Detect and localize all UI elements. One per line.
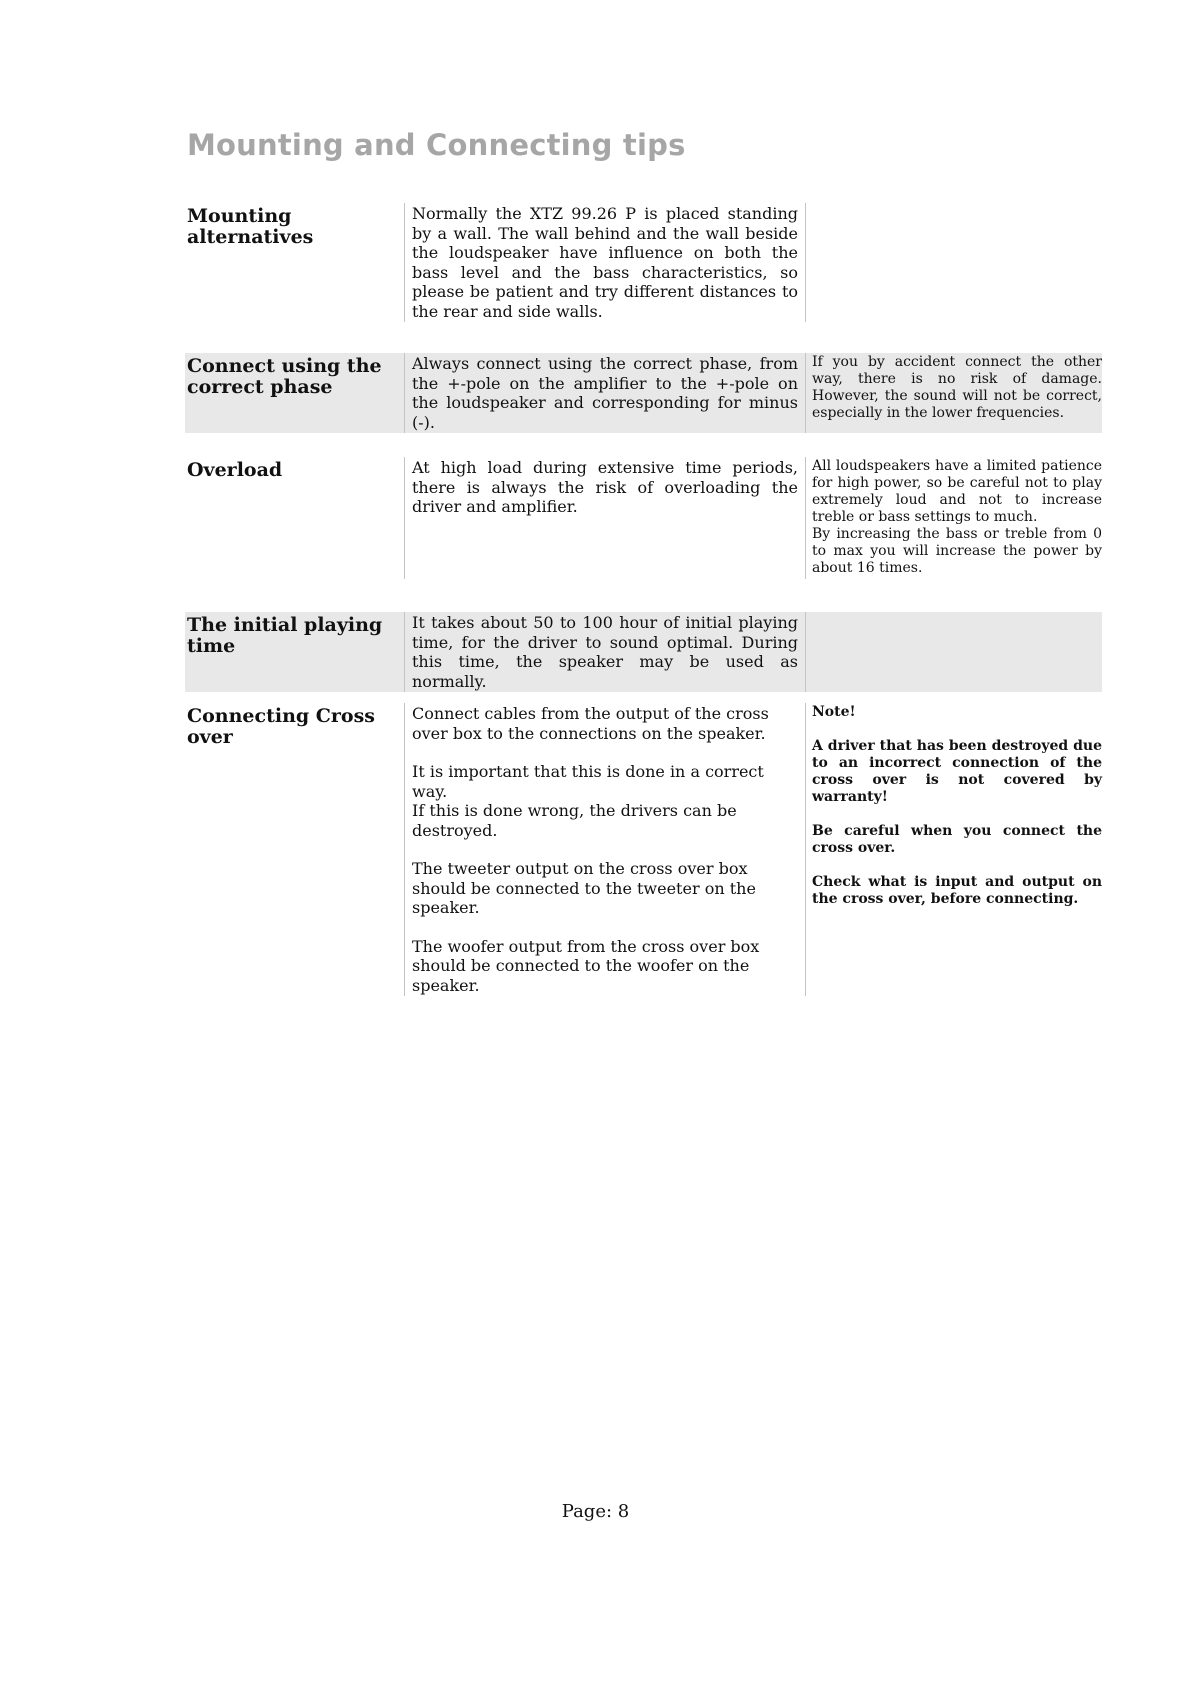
paragraph-line: It is important that this is done in a correct way. <box>412 762 764 801</box>
side-paragraph: By increasing the bass or treble from 0 to max you will increase the power by about 16 times. <box>812 526 1102 576</box>
section-heading: Connect using the correct phase <box>187 355 382 398</box>
section-side-note <box>806 457 1102 579</box>
section-heading: Overload <box>187 459 283 481</box>
side-paragraph: Check what is input and output on the cross over, before connecting. <box>812 874 1102 907</box>
note-label: Note! <box>812 704 856 720</box>
page-title: Mounting and Connecting tips <box>187 128 686 162</box>
paragraph: Always connect using the correct phase, from the +-pole on the amplifier to the +-pole on the loudspeaker and corresponding for minus (-). <box>412 354 798 432</box>
paragraph: At high load during extensive time periods, there is always the risk of overloading the driver and amplifier. <box>412 458 798 516</box>
section-overload <box>185 457 1102 579</box>
side-paragraph: If you by accident connect the other way, there is no risk of damage. However, the sound will not be correct, especially in the lower frequencies. <box>812 354 1102 421</box>
paragraph: Normally the XTZ 99.26 P is placed standing by a wall. The wall behind and the wall beside the loudspeaker have influence on both the bass level and the bass characteristics, so please be patient and try different distances to the rear and side walls. <box>412 204 798 321</box>
section-heading: Connecting Cross over <box>187 705 375 748</box>
section-side-note <box>806 703 1102 996</box>
section-initial-playing-time <box>185 612 1102 692</box>
section-main-text <box>404 203 806 322</box>
section-main-text <box>404 457 806 579</box>
paragraph: The woofer output from the cross over box should be connected to the woofer on the speaker. <box>412 936 760 995</box>
section-correct-phase <box>185 353 1102 433</box>
side-paragraph: A driver that has been destroyed due to an incorrect connection of the cross over is not covered by warranty! <box>812 738 1102 805</box>
section-side-note <box>806 612 1102 692</box>
section-heading: Mounting alternatives <box>187 205 314 248</box>
section-main-text <box>404 703 806 996</box>
section-main-text <box>404 612 806 692</box>
paragraph-line: If this is done wrong, the drivers can be destroyed. <box>412 801 737 840</box>
side-paragraph: All loudspeakers have a limited patience for high power, so be careful not to play extremely loud and not to increase treble or bass settings to much. <box>812 458 1102 525</box>
section-connecting-cross-over <box>185 703 1102 996</box>
page-number: Page: 8 <box>561 1501 630 1522</box>
side-paragraph: Be careful when you connect the cross over. <box>812 823 1102 856</box>
paragraph: Connect cables from the output of the cross over box to the connections on the speaker. <box>412 704 769 743</box>
section-side-note <box>806 353 1102 433</box>
section-mounting-alternatives <box>185 203 1102 322</box>
paragraph <box>412 762 798 840</box>
section-side-note <box>806 203 1102 322</box>
paragraph: It takes about 50 to 100 hour of initial playing time, for the driver to sound optimal. During this time, the speaker may be used as normally. <box>412 613 798 691</box>
section-heading: The initial playing time <box>187 614 383 657</box>
section-main-text <box>404 353 806 433</box>
paragraph: The tweeter output on the cross over box should be connected to the tweeter on the speaker. <box>412 859 756 917</box>
